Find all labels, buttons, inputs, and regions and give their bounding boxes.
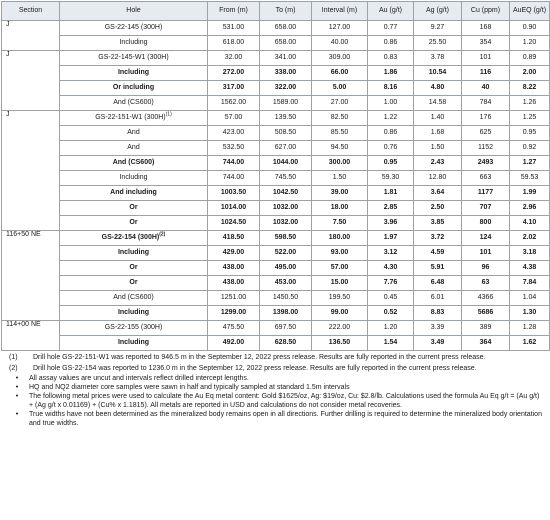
aueq-cell: 2.00 [510,66,550,81]
interval-cell: 309.00 [312,51,368,66]
aueq-cell: 2.02 [510,231,550,246]
au-cell: 1.20 [368,321,414,336]
hole-label: GS-22-151-W1 (300H) [95,114,166,121]
aueq-cell: 8.22 [510,81,550,96]
hole-cell [60,186,208,201]
ag-cell: 12.80 [414,171,462,186]
cu-cell: 1152 [462,141,510,156]
aueq-cell: 1.30 [510,306,550,321]
interval-cell: 82.50 [312,111,368,126]
aueq-cell: 0.89 [510,51,550,66]
ag-cell: 4.59 [414,246,462,261]
au-cell: 4.30 [368,261,414,276]
aueq-cell: 1.27 [510,156,550,171]
to-cell: 1450.50 [260,291,312,306]
interval-cell: 27.00 [312,96,368,111]
to-cell: 658.00 [260,36,312,51]
hole-cell [60,201,208,216]
interval-cell: 66.00 [312,66,368,81]
interval-cell: 15.00 [312,276,368,291]
from-cell: 438.00 [208,276,260,291]
cu-cell: 784 [462,96,510,111]
table-row [2,246,550,261]
footnote-text: Drill hole GS-22-154 was reported to 1236.0 m in the September 12, 2022 press release. Results are fully reported in the current press release. [33,364,477,372]
header-row [2,2,550,21]
hole-label: Or including [112,84,155,91]
au-cell: 3.12 [368,246,414,261]
au-cell: 1.00 [368,96,414,111]
cu-cell: 168 [462,21,510,36]
hole-cell [60,36,208,51]
ag-cell: 3.64 [414,186,462,201]
aueq-cell: 1.28 [510,321,550,336]
au-cell: 7.76 [368,276,414,291]
bullet-text: The following metal prices were used to calculate the Au Eq metal content: Gold $1625/oz, Ag: $19/oz, Cu: $2.8/lb. Calculations used the formula Au Eq g/t = (Au g/t) + (Ag g/t x 0.01169) + (Cu% x 1.1815). All metals are reported in USD and calculations do not consider metal recoveries. [29,393,540,409]
header-aueq: AuEQ (g/t) [510,2,550,21]
bullet-item [5,384,543,393]
ag-cell: 4.80 [414,81,462,96]
cu-cell: 40 [462,81,510,96]
ag-cell: 9.27 [414,21,462,36]
au-cell: 0.76 [368,141,414,156]
to-cell: 508.50 [260,126,312,141]
aueq-cell: 0.90 [510,21,550,36]
from-cell: 492.00 [208,336,260,351]
au-cell: 1.86 [368,66,414,81]
from-cell: 317.00 [208,81,260,96]
interval-cell: 1.50 [312,171,368,186]
cu-cell: 354 [462,36,510,51]
table-row [2,321,550,336]
hole-cell [60,51,208,66]
hole-label: Or [129,279,138,286]
to-cell: 338.00 [260,66,312,81]
au-cell: 0.52 [368,306,414,321]
to-cell: 1044.00 [260,156,312,171]
cu-cell: 101 [462,51,510,66]
from-cell: 423.00 [208,126,260,141]
cu-cell: 4366 [462,291,510,306]
hole-label: Or [129,219,138,226]
hole-label: And [127,144,140,151]
from-cell: 1299.00 [208,306,260,321]
aueq-cell: 1.04 [510,291,550,306]
header-ag: Ag (g/t) [414,2,462,21]
bullet-item [5,393,543,410]
ag-cell: 6.01 [414,291,462,306]
hole-cell [60,66,208,81]
au-cell: 0.86 [368,126,414,141]
interval-cell: 93.00 [312,246,368,261]
to-cell: 745.50 [260,171,312,186]
interval-cell: 57.00 [312,261,368,276]
au-cell: 0.86 [368,36,414,51]
aueq-cell: 1.20 [510,36,550,51]
footnote-text: Drill hole GS-22-151-W1 was reported to 946.5 m in the September 12, 2022 press release. Results are fully reported in the current press release. [33,354,486,361]
bullet-icon: • [15,375,19,383]
table-row [2,126,550,141]
assay-table-body [2,21,550,351]
aueq-cell: 4.10 [510,216,550,231]
header-to: To (m) [260,2,312,21]
interval-cell: 180.00 [312,231,368,246]
from-cell: 32.00 [208,51,260,66]
to-cell: 1042.50 [260,186,312,201]
table-row [2,111,550,126]
interval-cell: 85.50 [312,126,368,141]
from-cell: 1003.50 [208,186,260,201]
hole-label: GS-22-145 (300H) [104,24,163,31]
footnote-marker: (2) [9,364,18,372]
interval-cell: 5.00 [312,81,368,96]
hole-label: Or [129,204,138,211]
cu-cell: 176 [462,111,510,126]
aueq-cell: 59.53 [510,171,550,186]
footnote-marker: (1) [9,354,18,361]
table-row [2,96,550,111]
from-cell: 475.50 [208,321,260,336]
from-cell: 532.50 [208,141,260,156]
from-cell: 744.00 [208,171,260,186]
aueq-cell: 0.95 [510,126,550,141]
aueq-cell: 7.84 [510,276,550,291]
aueq-cell: 1.26 [510,96,550,111]
to-cell: 495.00 [260,261,312,276]
hole-cell [60,336,208,351]
footnotes [1,351,549,428]
cu-cell: 707 [462,201,510,216]
cu-cell: 101 [462,246,510,261]
cu-cell: 663 [462,171,510,186]
bullet-icon: • [15,393,19,401]
au-cell: 1.97 [368,231,414,246]
interval-cell: 39.00 [312,186,368,201]
cu-cell: 1177 [462,186,510,201]
cu-cell: 625 [462,126,510,141]
from-cell: 418.50 [208,231,260,246]
hole-label: GS-22-145-W1 (300H) [98,54,169,61]
to-cell: 697.50 [260,321,312,336]
footnote-1 [5,354,543,363]
ag-cell: 1.68 [414,126,462,141]
hole-cell [60,171,208,186]
hole-label: Including [119,39,148,46]
cu-cell: 63 [462,276,510,291]
table-row [2,51,550,66]
to-cell: 1589.00 [260,96,312,111]
ag-cell: 14.58 [414,96,462,111]
au-cell: 0.83 [368,51,414,66]
ag-cell: 25.50 [414,36,462,51]
interval-cell: 300.00 [312,156,368,171]
au-cell: 2.85 [368,201,414,216]
hole-cell [60,126,208,141]
from-cell: 1251.00 [208,291,260,306]
ag-cell: 5.91 [414,261,462,276]
ag-cell: 1.40 [414,111,462,126]
ag-cell: 2.50 [414,201,462,216]
header-au: Au (g/t) [368,2,414,21]
hole-label: Including [117,339,150,346]
interval-cell: 127.00 [312,21,368,36]
cu-cell: 2493 [462,156,510,171]
aueq-cell: 1.25 [510,111,550,126]
cu-cell: 96 [462,261,510,276]
ag-cell: 3.39 [414,321,462,336]
from-cell: 429.00 [208,246,260,261]
section-cell: 116+50 NE [2,231,60,321]
footnote-2 [5,365,543,374]
cu-cell: 116 [462,66,510,81]
to-cell: 1032.00 [260,216,312,231]
cu-cell: 389 [462,321,510,336]
from-cell: 744.00 [208,156,260,171]
from-cell: 1024.50 [208,216,260,231]
header-from: From (m) [208,2,260,21]
ag-cell: 6.48 [414,276,462,291]
section-cell: J [2,51,60,111]
aueq-cell: 0.92 [510,141,550,156]
au-cell: 1.81 [368,186,414,201]
hole-cell [60,231,208,246]
hole-cell [60,156,208,171]
table-row [2,66,550,81]
bullet-text: True widths have not been determined as the mineralized body remains open in all directions. Further drilling is required to determine the mineralized body orientation and true widths. [29,411,542,427]
interval-cell: 94.50 [312,141,368,156]
from-cell: 1562.00 [208,96,260,111]
table-row [2,336,550,351]
to-cell: 341.00 [260,51,312,66]
table-row [2,21,550,36]
from-cell: 1014.00 [208,201,260,216]
aueq-cell: 1.62 [510,336,550,351]
aueq-cell: 2.96 [510,201,550,216]
header-interval: Interval (m) [312,2,368,21]
hole-label: Including [117,249,150,256]
header-cu: Cu (ppm) [462,2,510,21]
table-row [2,276,550,291]
hole-label: Including [117,309,150,316]
interval-cell: 40.00 [312,36,368,51]
hole-label: And (CS600) [112,159,155,166]
aueq-cell: 4.38 [510,261,550,276]
from-cell: 531.00 [208,21,260,36]
ag-cell: 3.49 [414,336,462,351]
from-cell: 57.00 [208,111,260,126]
to-cell: 1032.00 [260,201,312,216]
au-cell: 0.45 [368,291,414,306]
to-cell: 658.00 [260,21,312,36]
interval-cell: 99.00 [312,306,368,321]
table-row [2,156,550,171]
to-cell: 522.00 [260,246,312,261]
bullet-item [5,375,543,384]
hole-cell [60,81,208,96]
bullet-icon: • [15,411,19,419]
assay-results-table [1,1,550,351]
table-row [2,201,550,216]
hole-cell [60,96,208,111]
to-cell: 322.00 [260,81,312,96]
cu-cell: 124 [462,231,510,246]
hole-cell [60,216,208,231]
section-cell: J [2,111,60,231]
hole-label: GS-22-155 (300H) [104,324,163,331]
ag-cell: 3.85 [414,216,462,231]
bullet-text: HQ and NQ2 diameter core samples were sawn in half and typically sampled at standard 1.5m intervals [29,384,350,392]
from-cell: 438.00 [208,261,260,276]
ag-cell: 10.54 [414,66,462,81]
interval-cell: 18.00 [312,201,368,216]
hole-cell [60,111,208,126]
hole-cell [60,306,208,321]
cu-cell: 364 [462,336,510,351]
table-row [2,291,550,306]
table-row [2,306,550,321]
section-cell: 114+00 NE [2,321,60,351]
hole-cell [60,291,208,306]
bullet-item [5,411,543,428]
from-cell: 272.00 [208,66,260,81]
to-cell: 627.00 [260,141,312,156]
hole-label: And including [110,189,157,196]
table-row [2,171,550,186]
au-cell: 59.30 [368,171,414,186]
table-row [2,81,550,96]
table-row [2,141,550,156]
aueq-cell: 1.99 [510,186,550,201]
au-cell: 1.22 [368,111,414,126]
to-cell: 598.50 [260,231,312,246]
from-cell: 618.00 [208,36,260,51]
hole-label: Including [119,174,148,181]
au-cell: 0.77 [368,21,414,36]
hole-cell [60,21,208,36]
bullet-icon: • [15,384,19,392]
hole-cell [60,321,208,336]
footnote-ref: (2) [159,231,166,238]
cu-cell: 5686 [462,306,510,321]
assay-results-document [1,1,549,428]
ag-cell: 1.50 [414,141,462,156]
hole-cell [60,261,208,276]
hole-label: And [127,129,140,136]
hole-cell [60,246,208,261]
interval-cell: 222.00 [312,321,368,336]
header-hole: Hole [60,2,208,21]
ag-cell: 3.72 [414,231,462,246]
to-cell: 453.00 [260,276,312,291]
section-cell: J [2,21,60,51]
hole-label: And (CS600) [113,294,154,301]
hole-label: And (CS600) [113,99,154,106]
to-cell: 139.50 [260,111,312,126]
aueq-cell: 3.18 [510,246,550,261]
hole-label: Or [129,264,138,271]
to-cell: 628.50 [260,336,312,351]
cu-cell: 800 [462,216,510,231]
interval-cell: 136.50 [312,336,368,351]
hole-label: Including [117,69,150,76]
table-row [2,231,550,246]
table-row [2,261,550,276]
footnote-ref: (1) [165,111,172,118]
to-cell: 1398.00 [260,306,312,321]
ag-cell: 3.78 [414,51,462,66]
ag-cell: 2.43 [414,156,462,171]
au-cell: 3.96 [368,216,414,231]
au-cell: 0.95 [368,156,414,171]
hole-label: GS-22-154 (300H) [101,234,160,241]
table-row [2,186,550,201]
bullet-text: All assay values are uncut and intervals reflect drilled intercept lengths. [29,375,249,383]
ag-cell: 8.83 [414,306,462,321]
au-cell: 8.16 [368,81,414,96]
interval-cell: 7.50 [312,216,368,231]
header-section: Section [2,2,60,21]
hole-cell [60,141,208,156]
table-row [2,216,550,231]
au-cell: 1.54 [368,336,414,351]
interval-cell: 199.50 [312,291,368,306]
hole-cell [60,276,208,291]
table-row [2,36,550,51]
